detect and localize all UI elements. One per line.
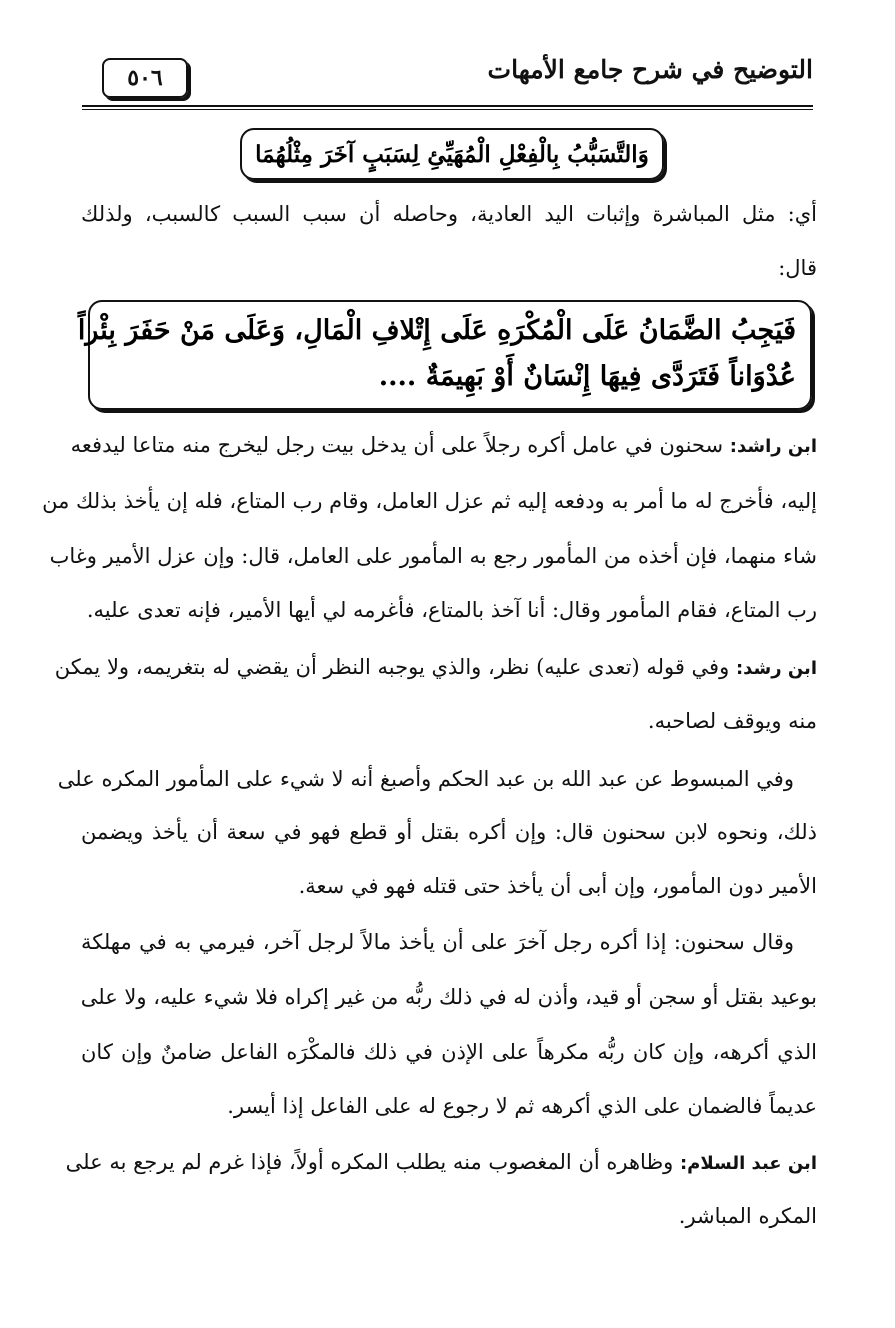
paragraph-3-text-1: وفي قوله (تعدى عليه) نظر، والذي يوجبه النظر أن يقضي له بتغريمه، ولا يمكن	[54, 655, 730, 679]
paragraph-6-text-1: وظاهره أن المغصوب منه يطلب المكره أولاً، فإذا غرم لم يرجع به على	[65, 1150, 674, 1174]
paragraph-6-line-2: المكره المباشر.	[678, 1204, 817, 1228]
paragraph-3-line-1	[54, 645, 817, 689]
speaker-ibn-rushd: ابن رشد:	[735, 658, 817, 679]
matn-2-line-1: فَيَجِبُ الضَّمَانُ عَلَى الْمُكْرَهِ عَلَى إِتْلافِ الْمَالِ، وَعَلَى مَنْ حَفَرَ بِئْراً	[77, 315, 796, 346]
paragraph-5-line-1: وقال سحنون: إذا أكره رجل آخرَ على أن يأخذ مالاً لرجل آخر، فيرمي به في مهلكة	[81, 930, 794, 954]
header-rule-thin	[82, 109, 813, 110]
paragraph-2-text-1: سحنون في عامل أكره رجلاً على أن يدخل بيت رجل ليخرج منه متاعا ليدفعه	[70, 433, 724, 457]
paragraph-4-line-2: ذلك، ونحوه لابن سحنون قال: وإن أكره بقتل أو قطع فهو في سعة أن يأخذ ويضمن	[81, 820, 817, 844]
speaker-ibn-rashid: ابن راشد:	[729, 436, 817, 457]
running-title: التوضيح في شرح جامع الأمهات	[487, 55, 813, 84]
paragraph-2-line-1	[70, 423, 817, 467]
paragraph-6-line-1	[65, 1140, 817, 1184]
paragraph-2-line-4: رب المتاع، فقام المأمور وقال: أنا آخذ بالمتاع، فأغرمه لي أيها الأمير، فإنه تعدى عليه.	[86, 598, 817, 622]
page-number: ٥٠٦	[102, 58, 188, 98]
matn-box-1: وَالتَّسَبُّبُ بِالْفِعْلِ الْمُهَيِّئِ لِسَبَبٍ آخَرَ مِثْلُهُمَا	[240, 128, 664, 180]
paragraph-2-line-3: شاء منهما، فإن أخذه من المأمور رجع به المأمور على العامل، قال: وإن عزل الأمير وغاب	[49, 544, 817, 568]
paragraph-5-line-3: الذي أكرهه، وإن كان ربُّه مكرهاً على الإذن في ذلك فالمكْرَه الفاعل ضامنٌ وإن كان	[81, 1040, 817, 1064]
paragraph-4-line-3: الأمير دون المأمور، وإن أبى أن يأخذ حتى قتله فهو في سعة.	[298, 874, 817, 898]
paragraph-3-line-2: منه ويوقف لصاحبه.	[647, 709, 817, 733]
paragraph-5-line-4: عديماً فالضمان على الذي أكرهه ثم لا رجوع له على الفاعل إذا أيسر.	[227, 1094, 817, 1118]
paragraph-4-line-1: وفي المبسوط عن عبد الله بن عبد الحكم وأصبغ أنه لا شيء على المأمور المكره على	[57, 767, 794, 791]
paragraph-1-line-2: قال:	[778, 256, 817, 280]
header-rule	[82, 105, 813, 107]
speaker-ibn-abd-al-salam: ابن عبد السلام:	[679, 1153, 817, 1174]
matn-box-2	[77, 300, 812, 410]
matn-2-line-2: عُدْوَاناً فَتَرَدَّى فِيهَا إِنْسَانٌ أَوْ بَهِيمَةٌ ....	[378, 361, 796, 392]
paragraph-2-line-2: إليه، فأخرج له ما أمر به ودفعه إليه ثم عزل العامل، وقام رب المتاع، فله إن يأخذ بذلك من	[42, 489, 817, 513]
paragraph-5-line-2: بوعيد بقتل أو سجن أو قيد، وأذن له في ذلك ربُّه من غير إكراه فلا شيء عليه، ولا على	[80, 985, 817, 1009]
paragraph-1-line-1: أي: مثل المباشرة وإثبات اليد العادية، وحاصله أن سبب السبب كالسبب، ولذلك	[81, 202, 817, 226]
